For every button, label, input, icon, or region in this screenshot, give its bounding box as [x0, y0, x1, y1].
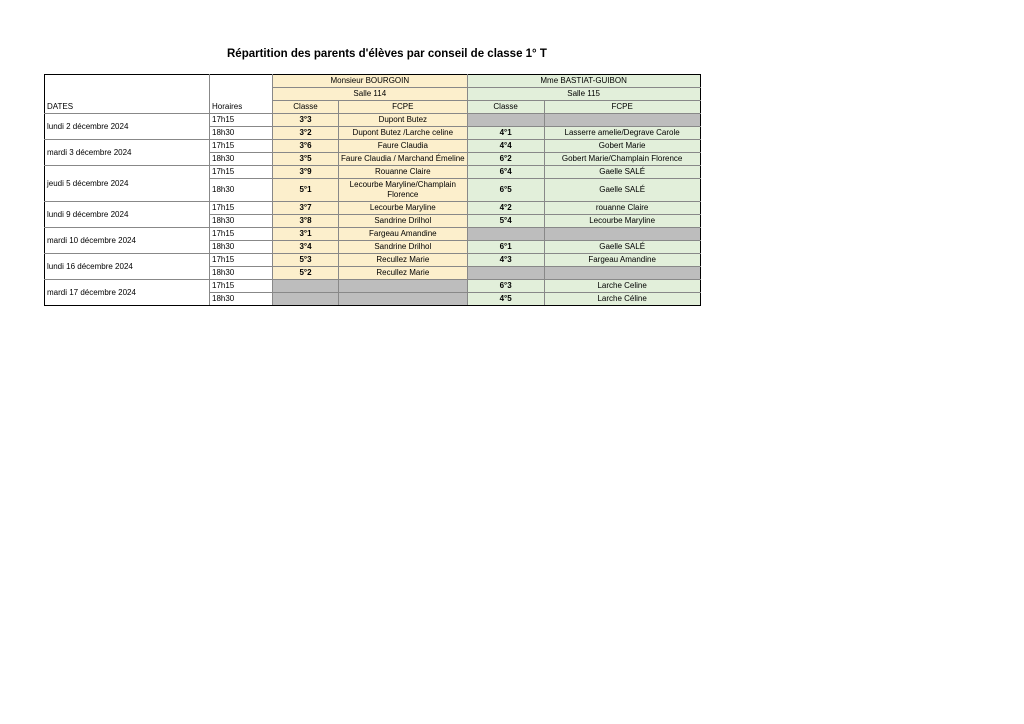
- fcpe-cell: Rouanne Claire: [339, 166, 468, 179]
- page-title: Répartition des parents d'élèves par conseil de classe 1° T: [227, 48, 547, 60]
- table-row: [45, 280, 701, 293]
- room1-person: Monsieur BOURGOIN: [273, 75, 468, 88]
- fcpe-cell: Fargeau Amandine: [339, 228, 468, 241]
- class-cell: 3°1: [273, 228, 339, 241]
- class-cell: 5°4: [467, 215, 544, 228]
- time-cell: 17h15: [210, 114, 273, 127]
- fcpe-cell: Sandrine Drilhol: [339, 215, 468, 228]
- class-cell: 4°3: [467, 254, 544, 267]
- class-cell: 5°3: [273, 254, 339, 267]
- class-cell: 5°2: [273, 267, 339, 280]
- class-cell: 3°4: [273, 241, 339, 254]
- fcpe-cell: Faure Claudia / Marchand Émeline: [339, 153, 468, 166]
- class-cell: 4°1: [467, 127, 544, 140]
- time-cell: 18h30: [210, 179, 273, 202]
- empty-cell: [339, 293, 468, 306]
- date-cell: lundi 2 décembre 2024: [45, 114, 210, 140]
- empty-cell: [467, 114, 544, 127]
- room2-person: Mme BASTIAT-GUIBON: [467, 75, 700, 88]
- time-cell: 17h15: [210, 228, 273, 241]
- col-header-fcpe1: FCPE: [339, 101, 468, 114]
- fcpe-cell: Recullez Marie: [339, 254, 468, 267]
- time-cell: 17h15: [210, 254, 273, 267]
- class-cell: 4°2: [467, 202, 544, 215]
- empty-cell: [544, 114, 700, 127]
- header-blank: [45, 88, 210, 101]
- table-row: [45, 254, 701, 267]
- table-row: [45, 228, 701, 241]
- fcpe-cell: Gaelle SALÉ: [544, 179, 700, 202]
- fcpe-cell: Lasserre amelie/Degrave Carole: [544, 127, 700, 140]
- room1-salle: Salle 114: [273, 88, 468, 101]
- time-cell: 18h30: [210, 267, 273, 280]
- time-cell: 18h30: [210, 153, 273, 166]
- fcpe-cell: Dupont Butez: [339, 114, 468, 127]
- empty-cell: [544, 228, 700, 241]
- col-header-horaires: Horaires: [210, 101, 273, 114]
- empty-cell: [339, 280, 468, 293]
- fcpe-cell: Sandrine Drilhol: [339, 241, 468, 254]
- class-cell: 4°5: [467, 293, 544, 306]
- time-cell: 18h30: [210, 241, 273, 254]
- class-cell: 3°2: [273, 127, 339, 140]
- time-cell: 17h15: [210, 140, 273, 153]
- fcpe-cell: Gaelle SALÉ: [544, 241, 700, 254]
- class-cell: 6°5: [467, 179, 544, 202]
- class-cell: 6°1: [467, 241, 544, 254]
- date-cell: lundi 16 décembre 2024: [45, 254, 210, 280]
- room2-salle: Salle 115: [467, 88, 700, 101]
- date-cell: mardi 10 décembre 2024: [45, 228, 210, 254]
- date-cell: mardi 3 décembre 2024: [45, 140, 210, 166]
- fcpe-cell: Larche Celine: [544, 280, 700, 293]
- class-cell: 5°1: [273, 179, 339, 202]
- fcpe-cell: Gaelle SALÉ: [544, 166, 700, 179]
- date-cell: mardi 17 décembre 2024: [45, 280, 210, 306]
- fcpe-cell: rouanne Claire: [544, 202, 700, 215]
- time-cell: 17h15: [210, 280, 273, 293]
- date-cell: lundi 9 décembre 2024: [45, 202, 210, 228]
- class-cell: 3°7: [273, 202, 339, 215]
- empty-cell: [544, 267, 700, 280]
- class-cell: 4°4: [467, 140, 544, 153]
- fcpe-cell: Faure Claudia: [339, 140, 468, 153]
- table-row: [45, 140, 701, 153]
- table-row: [45, 202, 701, 215]
- fcpe-cell: Gobert Marie/Champlain Florence: [544, 153, 700, 166]
- table-row: [45, 114, 701, 127]
- col-header-classe2: Classe: [467, 101, 544, 114]
- empty-cell: [467, 228, 544, 241]
- time-cell: 18h30: [210, 215, 273, 228]
- fcpe-cell: Lecourbe Maryline/Champlain Florence: [339, 179, 468, 202]
- class-cell: 3°9: [273, 166, 339, 179]
- date-cell: jeudi 5 décembre 2024: [45, 166, 210, 202]
- fcpe-cell: Fargeau Amandine: [544, 254, 700, 267]
- header-blank: [210, 75, 273, 88]
- class-cell: 3°5: [273, 153, 339, 166]
- col-header-dates: DATES: [45, 101, 210, 114]
- fcpe-cell: Lecourbe Maryline: [339, 202, 468, 215]
- class-cell: 3°3: [273, 114, 339, 127]
- time-cell: 17h15: [210, 166, 273, 179]
- class-cell: 6°3: [467, 280, 544, 293]
- table-row: [45, 166, 701, 179]
- fcpe-cell: Gobert Marie: [544, 140, 700, 153]
- fcpe-cell: Dupont Butez /Larche celine: [339, 127, 468, 140]
- class-cell: 3°8: [273, 215, 339, 228]
- time-cell: 18h30: [210, 293, 273, 306]
- empty-cell: [273, 280, 339, 293]
- col-header-classe1: Classe: [273, 101, 339, 114]
- header-blank: [210, 88, 273, 101]
- class-cell: 3°6: [273, 140, 339, 153]
- empty-cell: [273, 293, 339, 306]
- empty-cell: [467, 267, 544, 280]
- class-cell: 6°2: [467, 153, 544, 166]
- schedule-table: [44, 74, 701, 306]
- col-header-fcpe2: FCPE: [544, 101, 700, 114]
- time-cell: 18h30: [210, 127, 273, 140]
- fcpe-cell: Recullez Marie: [339, 267, 468, 280]
- header-blank: [45, 75, 210, 88]
- fcpe-cell: Larche Céline: [544, 293, 700, 306]
- class-cell: 6°4: [467, 166, 544, 179]
- time-cell: 17h15: [210, 202, 273, 215]
- fcpe-cell: Lecourbe Maryline: [544, 215, 700, 228]
